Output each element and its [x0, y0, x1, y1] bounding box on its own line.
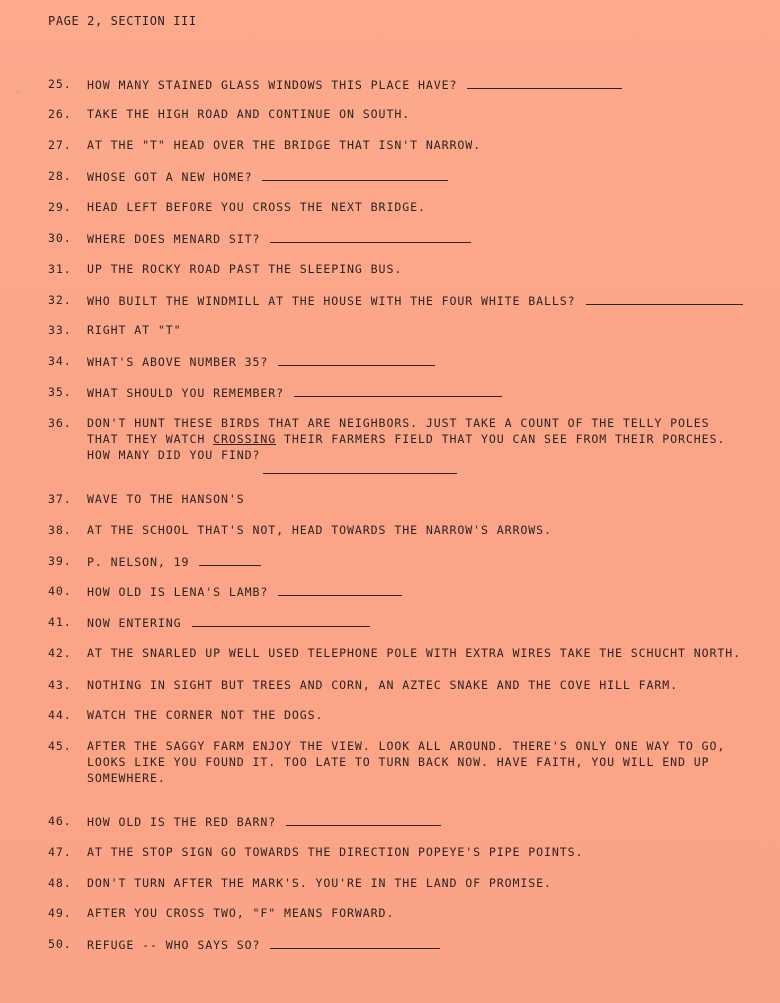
question-number: 42.: [48, 646, 72, 660]
question-item: [48, 936, 440, 953]
question-text: RIGHT AT "T": [87, 323, 182, 337]
question-number: 41.: [48, 615, 72, 629]
question-number: 48.: [48, 876, 72, 890]
question-number: 30.: [48, 231, 72, 245]
question-text: WHOSE GOT A NEW HOME?: [87, 170, 253, 184]
question-text: THAT THEY WATCH: [87, 432, 214, 446]
question-number: 29.: [48, 200, 72, 214]
question-item: [48, 522, 552, 538]
question-item: [48, 168, 448, 185]
question-item: [48, 137, 481, 153]
question-item: [48, 844, 583, 860]
question-text: WHO BUILT THE WINDMILL AT THE HOUSE WITH THE FOUR WHITE BALLS?: [87, 294, 576, 308]
question-number: 34.: [48, 354, 72, 368]
answer-blank[interactable]: [467, 76, 622, 89]
question-number: 39.: [48, 554, 72, 568]
question-text: HOW MANY STAINED GLASS WINDOWS THIS PLACE HAVE?: [87, 78, 458, 92]
answer-blank[interactable]: [192, 614, 370, 627]
question-item: [48, 738, 725, 786]
question-number: 38.: [48, 523, 72, 537]
question-item: [48, 261, 402, 277]
question-number: 44.: [48, 708, 72, 722]
question-text: HOW OLD IS LENA'S LAMB?: [87, 585, 269, 599]
question-text: SOMEWHERE.: [87, 771, 166, 785]
question-text: AT THE "T" HEAD OVER THE BRIDGE THAT ISN'T NARROW.: [87, 138, 482, 152]
page-header: PAGE 2, SECTION III: [48, 14, 197, 28]
question-number: 26.: [48, 107, 72, 121]
question-text: WHERE DOES MENARD SIT?: [87, 232, 261, 246]
underlined-word: CROSSING: [213, 432, 277, 446]
question-item: [48, 645, 741, 661]
answer-blank[interactable]: [294, 384, 502, 397]
question-item: [48, 353, 435, 370]
answer-blank[interactable]: [278, 583, 402, 596]
question-number: 31.: [48, 262, 72, 276]
question-text: WHAT'S ABOVE NUMBER 35?: [87, 355, 269, 369]
question-item: [48, 230, 471, 247]
question-text: REFUGE -- WHO SAYS SO?: [87, 938, 261, 952]
question-number: 32.: [48, 293, 72, 307]
question-text: NOTHING IN SIGHT BUT TREES AND CORN, AN AZTEC SNAKE AND THE COVE HILL FARM.: [87, 678, 679, 692]
question-number: 49.: [48, 906, 72, 920]
question-text: AFTER YOU CROSS TWO, "F" MEANS FORWARD.: [87, 906, 395, 920]
question-number: 36.: [48, 416, 72, 430]
question-item: [48, 905, 394, 921]
question-text: WATCH THE CORNER NOT THE DOGS.: [87, 708, 324, 722]
question-number: 33.: [48, 323, 72, 337]
answer-blank[interactable]: [286, 813, 441, 826]
question-number: 40.: [48, 584, 72, 598]
question-text: HOW OLD IS THE RED BARN?: [87, 815, 277, 829]
question-number: 45.: [48, 739, 72, 753]
question-number: 50.: [48, 937, 72, 951]
question-item: [48, 384, 502, 401]
question-text: AT THE STOP SIGN GO TOWARDS THE DIRECTION POPEYE'S PIPE POINTS.: [87, 845, 584, 859]
question-text: LOOKS LIKE YOU FOUND IT. TOO LATE TO TURN BACK NOW. HAVE FAITH, YOU WILL END UP: [87, 755, 710, 769]
question-number: 35.: [48, 385, 72, 399]
question-text: WHAT SHOULD YOU REMEMBER?: [87, 386, 285, 400]
question-item: [48, 76, 622, 93]
question-item: [48, 415, 725, 474]
question-text: UP THE ROCKY ROAD PAST THE SLEEPING BUS.: [87, 262, 403, 276]
answer-blank[interactable]: [263, 463, 457, 474]
question-text: P. NELSON, 19: [87, 555, 190, 569]
question-text: AT THE SNARLED UP WELL USED TELEPHONE POLE WITH EXTRA WIRES TAKE THE SCHUCHT NORTH.: [87, 646, 742, 660]
answer-blank[interactable]: [199, 553, 261, 566]
question-item: [48, 199, 426, 215]
question-item: [48, 106, 410, 122]
question-item: [48, 322, 182, 338]
question-number: 43.: [48, 678, 72, 692]
question-text: HEAD LEFT BEFORE YOU CROSS THE NEXT BRIDGE.: [87, 200, 426, 214]
question-item: [48, 491, 245, 507]
question-text: AT THE SCHOOL THAT'S NOT, HEAD TOWARDS THE NARROW'S ARROWS.: [87, 523, 552, 537]
question-text: WAVE TO THE HANSON'S: [87, 492, 245, 506]
question-item: [48, 813, 441, 830]
question-number: 28.: [48, 169, 72, 183]
question-text: DON'T HUNT THESE BIRDS THAT ARE NEIGHBORS. JUST TAKE A COUNT OF THE TELLY POLES: [87, 416, 710, 430]
answer-blank[interactable]: [270, 936, 440, 949]
answer-blank[interactable]: [262, 168, 448, 181]
question-text: HOW MANY DID YOU FIND?: [87, 448, 261, 462]
question-item: [48, 677, 678, 693]
answer-blank[interactable]: [586, 292, 743, 305]
question-text: DON'T TURN AFTER THE MARK'S. YOU'RE IN THE LAND OF PROMISE.: [87, 876, 552, 890]
question-item: [48, 875, 552, 891]
question-text: NOW ENTERING: [87, 616, 182, 630]
question-item: [48, 553, 261, 570]
question-number: 25.: [48, 77, 72, 91]
question-item: [48, 707, 323, 723]
question-number: 37.: [48, 492, 72, 506]
answer-blank[interactable]: [270, 230, 471, 243]
answer-blank[interactable]: [278, 353, 435, 366]
margin-mark: ⁘: [14, 88, 23, 99]
question-item: [48, 292, 743, 309]
question-text: AFTER THE SAGGY FARM ENJOY THE VIEW. LOOK ALL AROUND. THERE'S ONLY ONE WAY TO GO,: [87, 739, 726, 753]
question-number: 27.: [48, 138, 72, 152]
question-text: TAKE THE HIGH ROAD AND CONTINUE ON SOUTH.: [87, 107, 411, 121]
question-item: [48, 614, 370, 631]
question-text: THEIR FARMERS FIELD THAT YOU CAN SEE FROM THEIR PORCHES.: [276, 432, 726, 446]
question-item: [48, 583, 402, 600]
question-number: 47.: [48, 845, 72, 859]
question-number: 46.: [48, 814, 72, 828]
